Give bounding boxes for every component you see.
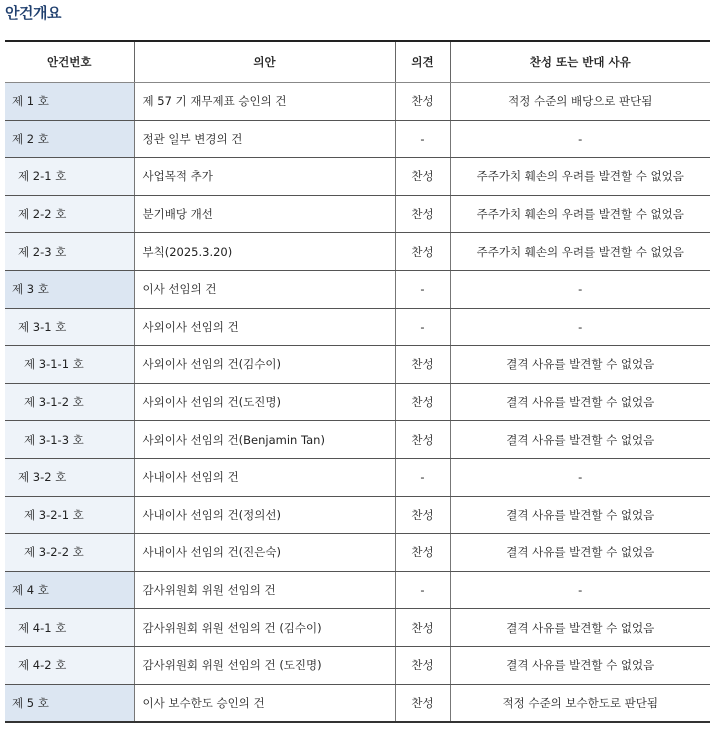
reason-cell: 주주가치 훼손의 우려를 발견할 수 없었음	[450, 158, 710, 196]
reason-cell: 결격 사유를 발견할 수 없었음	[450, 496, 710, 534]
table-header-row	[5, 41, 710, 83]
item-cell: 분기배당 개선	[134, 195, 395, 233]
reason-cell: 적정 수준의 배당으로 판단됨	[450, 83, 710, 121]
page-title: 안건개요	[5, 4, 61, 22]
item-cell: 사외이사 선임의 건(도진명)	[134, 383, 395, 421]
table-row	[5, 421, 710, 459]
agenda-no-cell: 제 1 호	[5, 83, 134, 121]
table-row	[5, 308, 710, 346]
agenda-no-cell: 제 3-1-3 호	[5, 421, 134, 459]
item-cell: 이사 선임의 건	[134, 270, 395, 308]
agenda-no-cell: 제 2 호	[5, 120, 134, 158]
reason-cell: 결격 사유를 발견할 수 없었음	[450, 534, 710, 572]
header-agenda-no: 안건번호	[5, 41, 134, 83]
header-item: 의안	[134, 41, 395, 83]
item-cell: 이사 보수한도 승인의 건	[134, 684, 395, 722]
agenda-no-cell: 제 3-2 호	[5, 458, 134, 496]
table-row	[5, 346, 710, 384]
item-cell: 사내이사 선임의 건(진은숙)	[134, 534, 395, 572]
table-row	[5, 458, 710, 496]
agenda-no-cell: 제 4 호	[5, 571, 134, 609]
reason-cell: 결격 사유를 발견할 수 없었음	[450, 646, 710, 684]
reason-cell: 주주가치 훼손의 우려를 발견할 수 없었음	[450, 233, 710, 271]
agenda-no-cell: 제 5 호	[5, 684, 134, 722]
agenda-no-cell: 제 3-1 호	[5, 308, 134, 346]
item-cell: 감사위원회 위원 선임의 건	[134, 571, 395, 609]
opinion-cell: 찬성	[395, 646, 450, 684]
table-row	[5, 646, 710, 684]
table-row	[5, 609, 710, 647]
table-row	[5, 496, 710, 534]
reason-cell: 적정 수준의 보수한도로 판단됨	[450, 684, 710, 722]
reason-cell: -	[450, 120, 710, 158]
agenda-no-cell: 제 3-1-2 호	[5, 383, 134, 421]
reason-cell: -	[450, 270, 710, 308]
item-cell: 제 57 기 재무제표 승인의 건	[134, 83, 395, 121]
reason-cell: -	[450, 571, 710, 609]
agenda-no-cell: 제 3-2-1 호	[5, 496, 134, 534]
table-row	[5, 195, 710, 233]
opinion-cell: 찬성	[395, 534, 450, 572]
opinion-cell: 찬성	[395, 233, 450, 271]
item-cell: 정관 일부 변경의 건	[134, 120, 395, 158]
opinion-cell: 찬성	[395, 609, 450, 647]
reason-cell: 결격 사유를 발견할 수 없었음	[450, 421, 710, 459]
opinion-cell: 찬성	[395, 158, 450, 196]
item-cell: 사업목적 추가	[134, 158, 395, 196]
reason-cell: -	[450, 308, 710, 346]
opinion-cell: -	[395, 571, 450, 609]
item-cell: 감사위원회 위원 선임의 건 (도진명)	[134, 646, 395, 684]
opinion-cell: 찬성	[395, 496, 450, 534]
opinion-cell: -	[395, 120, 450, 158]
agenda-no-cell: 제 3-1-1 호	[5, 346, 134, 384]
opinion-cell: -	[395, 270, 450, 308]
item-cell: 사내이사 선임의 건(정의선)	[134, 496, 395, 534]
agenda-no-cell: 제 2-3 호	[5, 233, 134, 271]
table-row	[5, 684, 710, 722]
agenda-table	[5, 40, 710, 723]
agenda-no-cell: 제 2-2 호	[5, 195, 134, 233]
item-cell: 사외이사 선임의 건(Benjamin Tan)	[134, 421, 395, 459]
reason-cell: 결격 사유를 발견할 수 없었음	[450, 383, 710, 421]
table-row	[5, 120, 710, 158]
table-row	[5, 233, 710, 271]
opinion-cell: 찬성	[395, 195, 450, 233]
item-cell: 사내이사 선임의 건	[134, 458, 395, 496]
item-cell: 사외이사 선임의 건	[134, 308, 395, 346]
opinion-cell: 찬성	[395, 383, 450, 421]
item-cell: 사외이사 선임의 건(김수이)	[134, 346, 395, 384]
table-row	[5, 158, 710, 196]
agenda-no-cell: 제 2-1 호	[5, 158, 134, 196]
agenda-no-cell: 제 4-1 호	[5, 609, 134, 647]
header-reason: 찬성 또는 반대 사유	[450, 41, 710, 83]
opinion-cell: 찬성	[395, 346, 450, 384]
table-row	[5, 571, 710, 609]
agenda-no-cell: 제 4-2 호	[5, 646, 134, 684]
reason-cell: 주주가치 훼손의 우려를 발견할 수 없었음	[450, 195, 710, 233]
agenda-no-cell: 제 3 호	[5, 270, 134, 308]
opinion-cell: 찬성	[395, 684, 450, 722]
item-cell: 부칙(2025.3.20)	[134, 233, 395, 271]
reason-cell: -	[450, 458, 710, 496]
table-row	[5, 83, 710, 121]
opinion-cell: -	[395, 308, 450, 346]
table-row	[5, 534, 710, 572]
opinion-cell: 찬성	[395, 83, 450, 121]
table-row	[5, 383, 710, 421]
table-row	[5, 270, 710, 308]
header-opinion: 의견	[395, 41, 450, 83]
reason-cell: 결격 사유를 발견할 수 없었음	[450, 609, 710, 647]
agenda-no-cell: 제 3-2-2 호	[5, 534, 134, 572]
opinion-cell: 찬성	[395, 421, 450, 459]
opinion-cell: -	[395, 458, 450, 496]
reason-cell: 결격 사유를 발견할 수 없었음	[450, 346, 710, 384]
item-cell: 감사위원회 위원 선임의 건 (김수이)	[134, 609, 395, 647]
